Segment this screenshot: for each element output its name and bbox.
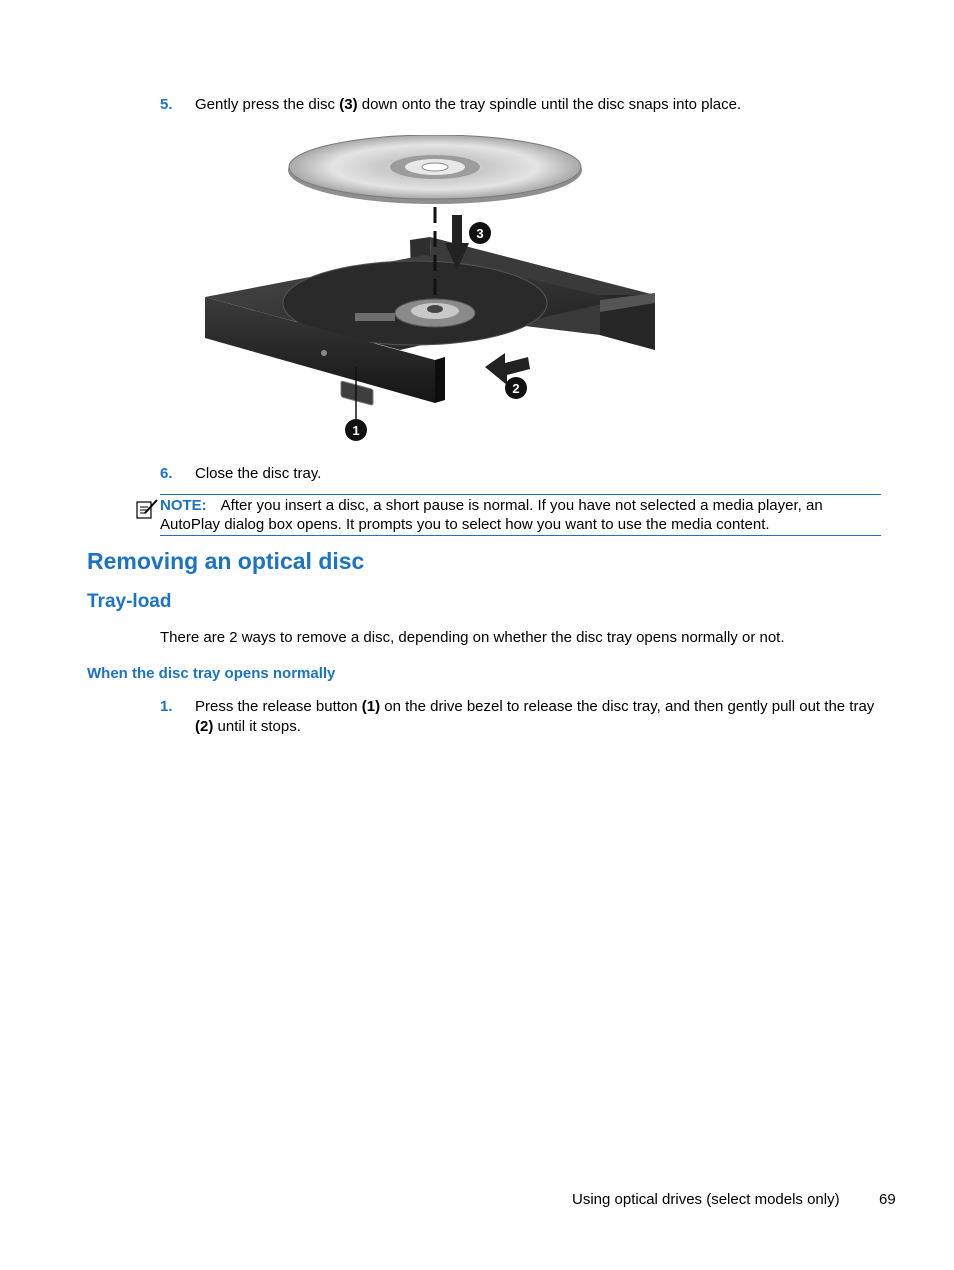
step-callout: (2) [195, 718, 214, 735]
page-number: 69 [879, 1191, 896, 1208]
note-icon [135, 498, 159, 520]
step-callout: (3) [339, 96, 358, 113]
note-text: After you insert a disc, a short pause is normal. If you have not selected a media player, an AutoPlay dialog box opens. It prompts you to select how you want to use the media content. [160, 497, 823, 533]
step-text-part: until it stops. [213, 718, 301, 735]
release-button [341, 381, 373, 406]
step-text-part: on the drive bezel to release the disc tray, and then gently pull out the tray [380, 698, 875, 715]
step-text [195, 95, 885, 115]
disc-drive-illustration [200, 135, 665, 447]
led-indicator [321, 350, 327, 356]
step-text-part: Press the release button [195, 698, 362, 715]
intro-paragraph: There are 2 ways to remove a disc, depending on whether the disc tray opens normally or not. [160, 629, 785, 646]
step-text [195, 697, 885, 737]
step-number: 5. [160, 96, 173, 113]
spindle [427, 305, 443, 313]
step-text-part: Gently press the disc [195, 96, 340, 113]
note-box [160, 494, 881, 536]
disc [288, 135, 582, 204]
step-number: 1. [160, 698, 173, 715]
callout-1-label: 1 [352, 423, 360, 438]
step-text: Close the disc tray. [195, 465, 322, 482]
step-callout: (1) [361, 698, 381, 715]
callout-2-label: 2 [512, 381, 520, 396]
section-heading: Removing an optical disc [87, 548, 365, 574]
callout-3-label: 3 [476, 226, 484, 241]
step-text-part: down onto the tray spindle until the disc snaps into place. [357, 96, 742, 113]
footer-title: Using optical drives (select models only) [572, 1191, 840, 1208]
step-number: 6. [160, 465, 173, 482]
note-label: NOTE: [160, 497, 207, 514]
minor-heading: When the disc tray opens normally [87, 665, 336, 682]
subsection-heading: Tray-load [87, 591, 172, 612]
